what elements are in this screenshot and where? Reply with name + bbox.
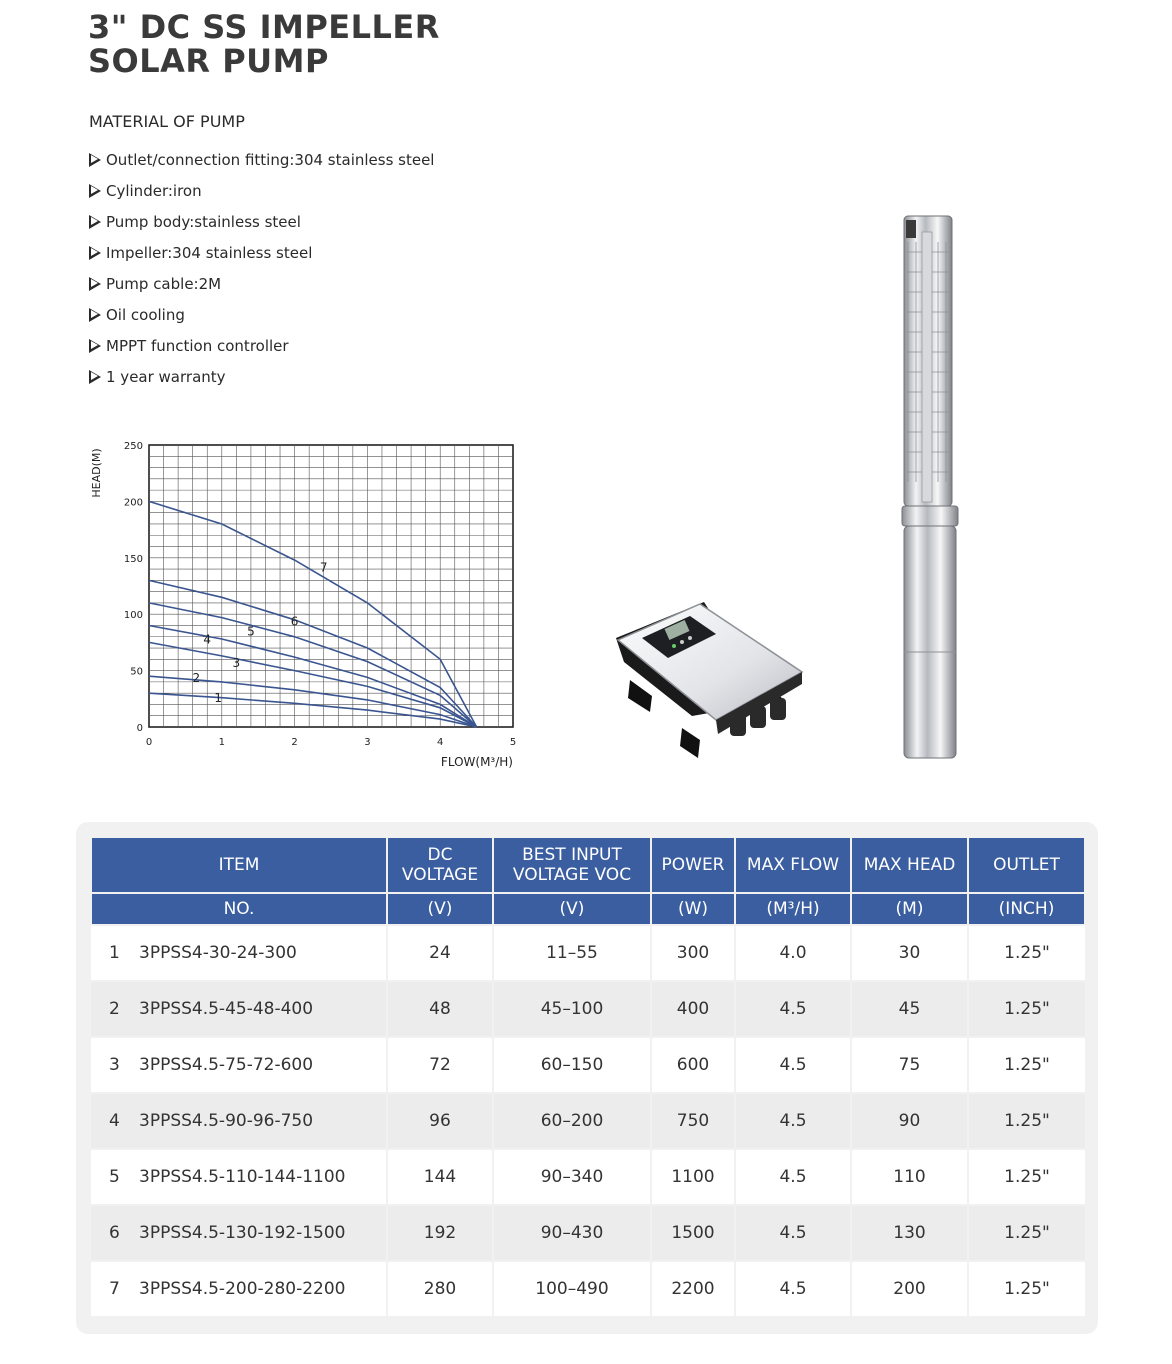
series-label: 5 [247,624,255,639]
cell-max-head: 130 [851,1205,968,1261]
cell-voc: 90–430 [493,1205,651,1261]
series-label: 7 [319,560,328,575]
y-tick-label: 100 [123,610,143,622]
cell-max-head: 110 [851,1149,968,1205]
feature-item: MPPT function controller [89,330,434,361]
header-power: POWER [651,837,735,893]
cell-max-flow: 4.5 [735,1149,851,1205]
table-row [91,981,1085,1037]
triangle-bullet-icon [89,215,101,229]
triangle-bullet-icon [89,184,101,198]
cell-max-flow: 4.5 [735,1037,851,1093]
unit-max-head: (M) [851,893,968,925]
cell-max-flow: 4.5 [735,1205,851,1261]
y-tick-label: 0 [136,723,143,734]
triangle-bullet-icon [89,153,101,167]
cell-no: 3 [91,1037,139,1093]
table-units-row [91,893,1085,925]
series-label: 2 [192,670,201,685]
cell-voc: 90–340 [493,1149,651,1205]
feature-item: Impeller:304 stainless steel [89,237,434,268]
header-max-flow: MAX FLOW [735,837,851,893]
cell-outlet: 1.25" [968,925,1085,981]
x-tick-label: 1 [218,737,225,748]
cell-power: 1100 [651,1149,735,1205]
cell-model: 3PPSS4.5-45-48-400 [139,981,387,1037]
feature-item: Outlet/connection fitting:304 stainless steel [89,144,434,175]
cell-max-flow: 4.0 [735,925,851,981]
cell-power: 300 [651,925,735,981]
table-row [91,1205,1085,1261]
cell-model: 3PPSS4.5-130-192-1500 [139,1205,387,1261]
cell-power: 600 [651,1037,735,1093]
feature-item: 1 year warranty [89,361,434,392]
cell-outlet: 1.25" [968,1149,1085,1205]
x-tick-label: 0 [145,737,153,748]
title-line-2: SOLAR PUMP [88,42,329,80]
y-axis-label: HEAD(M) [90,448,103,498]
cell-power: 400 [651,981,735,1037]
y-tick-label: 150 [123,553,143,565]
cell-no: 2 [91,981,139,1037]
cell-outlet: 1.25" [968,981,1085,1037]
cell-outlet: 1.25" [968,1037,1085,1093]
triangle-bullet-icon [89,339,101,353]
cell-voc: 100–490 [493,1261,651,1317]
cell-no: 5 [91,1149,139,1205]
feature-item: Pump body:stainless steel [89,206,434,237]
triangle-bullet-icon [89,370,101,384]
cell-dc-voltage: 24 [387,925,493,981]
unit-max-flow: (M³/H) [735,893,851,925]
cell-model: 3PPSS4-30-24-300 [139,925,387,981]
spec-table [90,836,1086,1318]
feature-item: Cylinder:iron [89,175,434,206]
y-tick-label: 250 [123,441,143,452]
cell-voc: 45–100 [493,981,651,1037]
cell-dc-voltage: 48 [387,981,493,1037]
cell-no: 1 [91,925,139,981]
triangle-bullet-icon [89,246,101,260]
series-label: 4 [203,632,212,647]
cell-voc: 60–150 [493,1037,651,1093]
cell-voc: 60–200 [493,1093,651,1149]
unit-dc-voltage: (V) [387,893,493,925]
header-outlet: OUTLET [968,837,1085,893]
y-tick-label: 50 [130,666,143,678]
material-heading: MATERIAL OF PUMP [89,112,245,131]
header-dc-voltage: DC VOLTAGE [387,837,493,893]
feature-list [89,144,434,392]
cell-dc-voltage: 144 [387,1149,493,1205]
cell-max-head: 30 [851,925,968,981]
cell-power: 2200 [651,1261,735,1317]
cell-dc-voltage: 72 [387,1037,493,1093]
unit-no: NO. [91,893,387,925]
cell-max-head: 200 [851,1261,968,1317]
cell-model: 3PPSS4.5-200-280-2200 [139,1261,387,1317]
cell-max-head: 75 [851,1037,968,1093]
cell-dc-voltage: 192 [387,1205,493,1261]
table-row [91,925,1085,981]
cell-power: 1500 [651,1205,735,1261]
table-row [91,1037,1085,1093]
cell-no: 7 [91,1261,139,1317]
performance-chart [86,432,526,777]
plot-area [149,445,513,727]
title-line-1: 3" DC SS IMPELLER [88,8,440,46]
triangle-bullet-icon [89,308,101,322]
y-tick-label: 200 [123,497,143,509]
cell-model: 3PPSS4.5-110-144-1100 [139,1149,387,1205]
cell-model: 3PPSS4.5-90-96-750 [139,1093,387,1149]
page-title [88,10,440,78]
cell-max-flow: 4.5 [735,1093,851,1149]
series-label: 1 [214,691,222,706]
header-best-input-voltage: BEST INPUT VOLTAGE VOC [493,837,651,893]
cell-outlet: 1.25" [968,1261,1085,1317]
x-tick-label: 4 [437,737,444,748]
cell-dc-voltage: 280 [387,1261,493,1317]
cell-max-head: 90 [851,1093,968,1149]
x-tick-label: 5 [509,737,517,748]
cell-outlet: 1.25" [968,1093,1085,1149]
series-label: 6 [290,614,299,629]
cell-dc-voltage: 96 [387,1093,493,1149]
series-label: 3 [232,656,241,671]
x-tick-label: 3 [364,737,371,748]
cell-max-head: 45 [851,981,968,1037]
cell-no: 4 [91,1093,139,1149]
cell-voc: 11–55 [493,925,651,981]
cell-power: 750 [651,1093,735,1149]
cell-no: 6 [91,1205,139,1261]
table-row [91,1093,1085,1149]
unit-power: (W) [651,893,735,925]
header-item: ITEM [91,837,387,893]
unit-outlet: (INCH) [968,893,1085,925]
header-max-head: MAX HEAD [851,837,968,893]
x-tick-label: 2 [291,737,298,748]
table-row [91,1149,1085,1205]
cell-model: 3PPSS4.5-75-72-600 [139,1037,387,1093]
mppt-controller-illustration [612,600,812,770]
cell-max-flow: 4.5 [735,1261,851,1317]
cell-outlet: 1.25" [968,1205,1085,1261]
feature-item: Pump cable:2M [89,268,434,299]
cell-max-flow: 4.5 [735,981,851,1037]
x-axis-label: FLOW(M³/H) [440,755,513,769]
pump-illustration [898,212,964,762]
table-header-row [91,837,1085,893]
unit-best-input-voltage: (V) [493,893,651,925]
feature-item: Oil cooling [89,299,434,330]
triangle-bullet-icon [89,277,101,291]
table-row [91,1261,1085,1317]
